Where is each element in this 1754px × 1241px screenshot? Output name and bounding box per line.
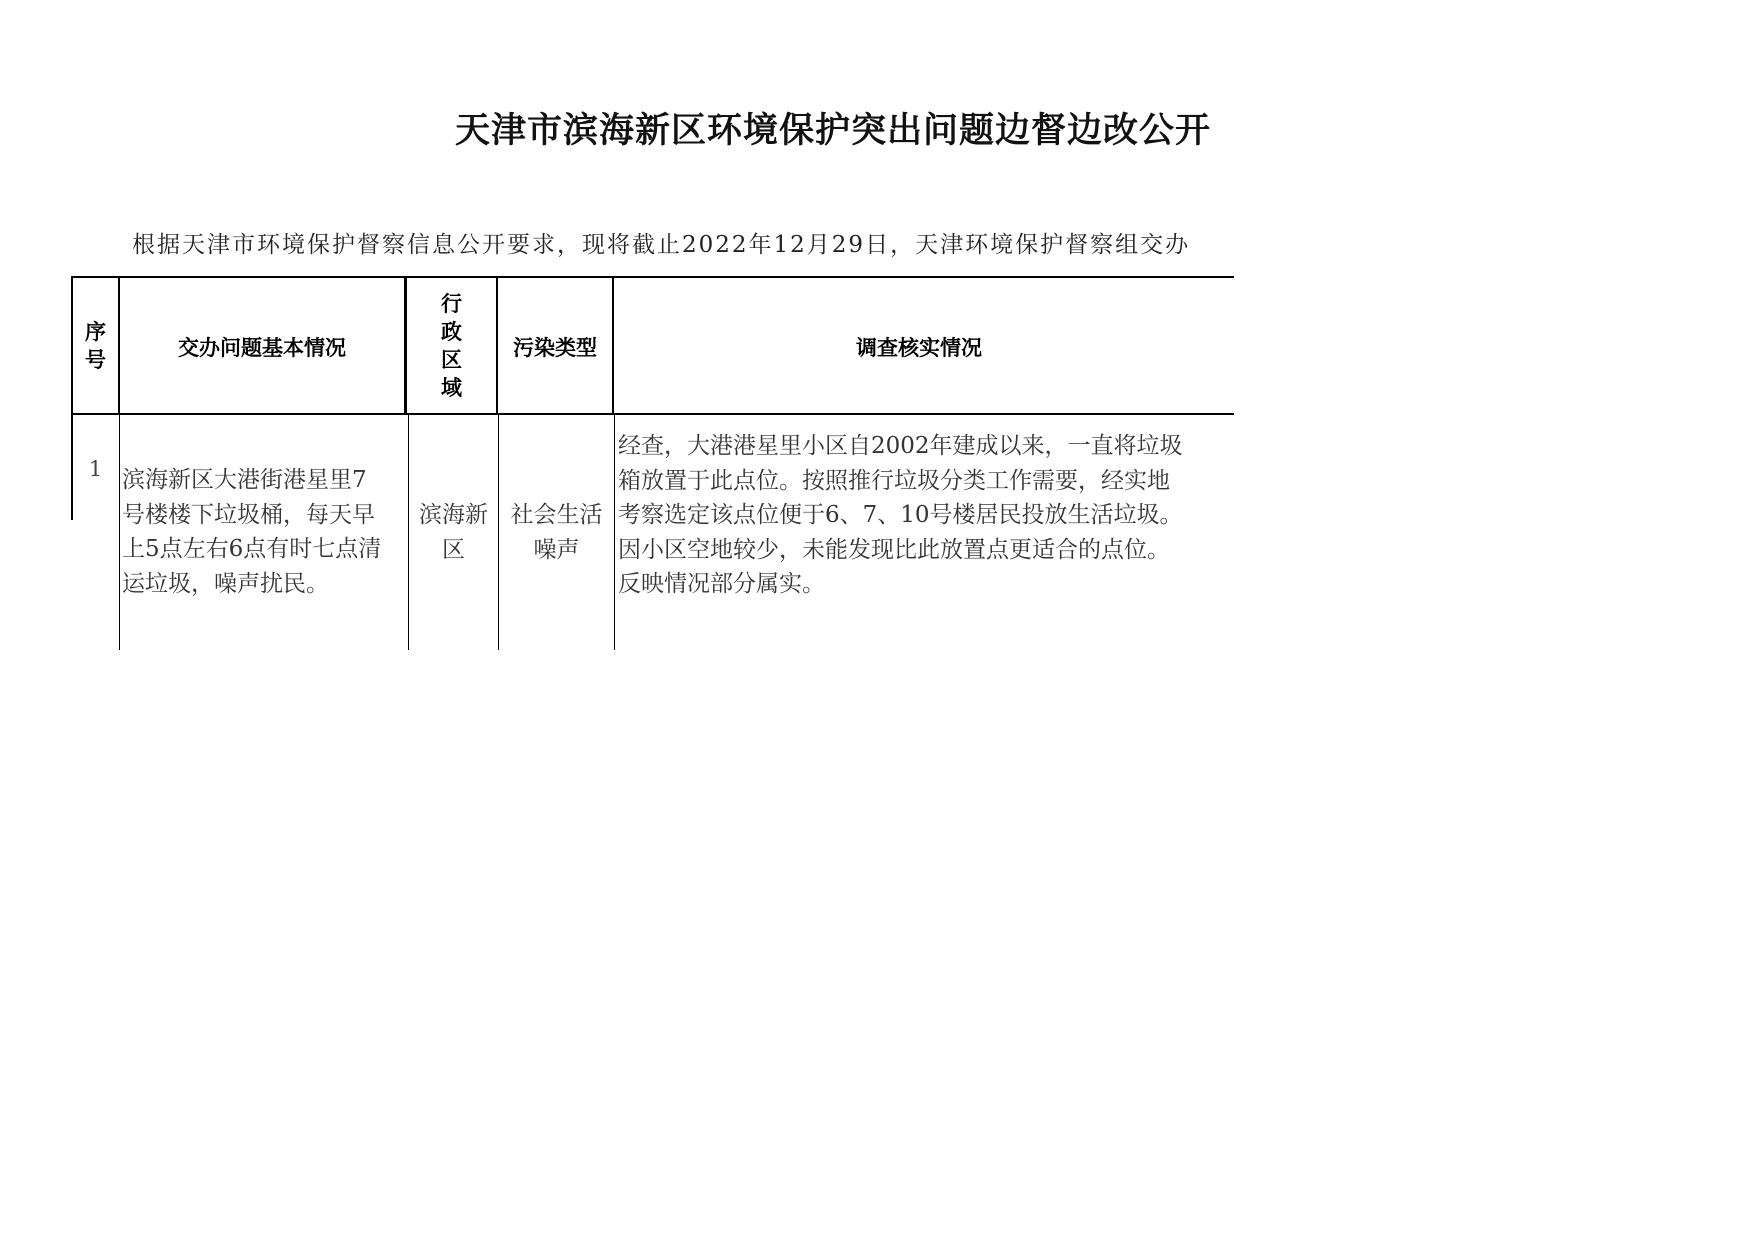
header-bottom-border (71, 413, 1234, 415)
col-divider-pollution-body (614, 415, 615, 650)
header-pollution: 污染类型 (513, 336, 597, 360)
row-1-problem-line-4: 运垃圾，噪声扰民。 (122, 570, 329, 597)
row-1-problem-line-2: 号楼楼下垃圾桶，每天早 (122, 501, 375, 528)
header-seq (73, 318, 118, 374)
header-region-char-1: 行 (441, 292, 462, 316)
row-1-investigation-line-1: 经查，大港港星里小区自2002年建成以来，一直将垃圾 (618, 433, 1183, 459)
header-seq-line1: 序 (85, 320, 106, 344)
header-region-char-3: 区 (441, 348, 462, 372)
row-1-investigation-line-3: 考察选定该点位便于6、7、10号楼居民投放生活垃圾。 (618, 502, 1183, 528)
row-1-seq: 1 (88, 457, 103, 481)
row-1-pollution-line-2: 噪声 (533, 536, 580, 563)
row-1-investigation-line-4: 因小区空地较少，未能发现比此放置点更适合的点位。 (618, 536, 1170, 563)
row-1-investigation-line-5: 反映情况部分属实。 (618, 571, 825, 597)
row-1-region-line-2: 区 (442, 536, 465, 563)
table-top-border (71, 276, 1234, 278)
header-seq-line2: 号 (85, 348, 106, 372)
row-1-pollution (499, 498, 614, 567)
col-divider-seq-body (119, 415, 120, 650)
header-problem: 交办问题基本情况 (178, 336, 346, 360)
row-1-problem-line-3: 上5点左右6点有时七点清 (122, 536, 382, 562)
row-1-region-line-1: 滨海新 (419, 502, 488, 528)
row-1-investigation (618, 429, 1234, 602)
header-region-char-4: 域 (441, 376, 462, 400)
row-1-pollution-line-1: 社会生活 (510, 502, 603, 528)
header-investigation: 调查核实情况 (856, 336, 982, 360)
document-title: 天津市滨海新区环境保护突出问题边督边改公开 (455, 110, 1212, 151)
header-region-char-2: 政 (441, 320, 462, 344)
intro-paragraph: 根据天津市环境保护督察信息公开要求，现将截止2022年12月29日，天津环境保护督察组交办 (132, 232, 1191, 258)
row-1-problem (122, 463, 408, 601)
row-1-investigation-line-2: 箱放置于此点位。按照推行垃圾分类工作需要，经实地 (618, 467, 1170, 494)
header-region (407, 290, 496, 402)
row-1-region (409, 498, 498, 567)
row-1-problem-line-1: 滨海新区大港街港星里7 (122, 467, 367, 493)
